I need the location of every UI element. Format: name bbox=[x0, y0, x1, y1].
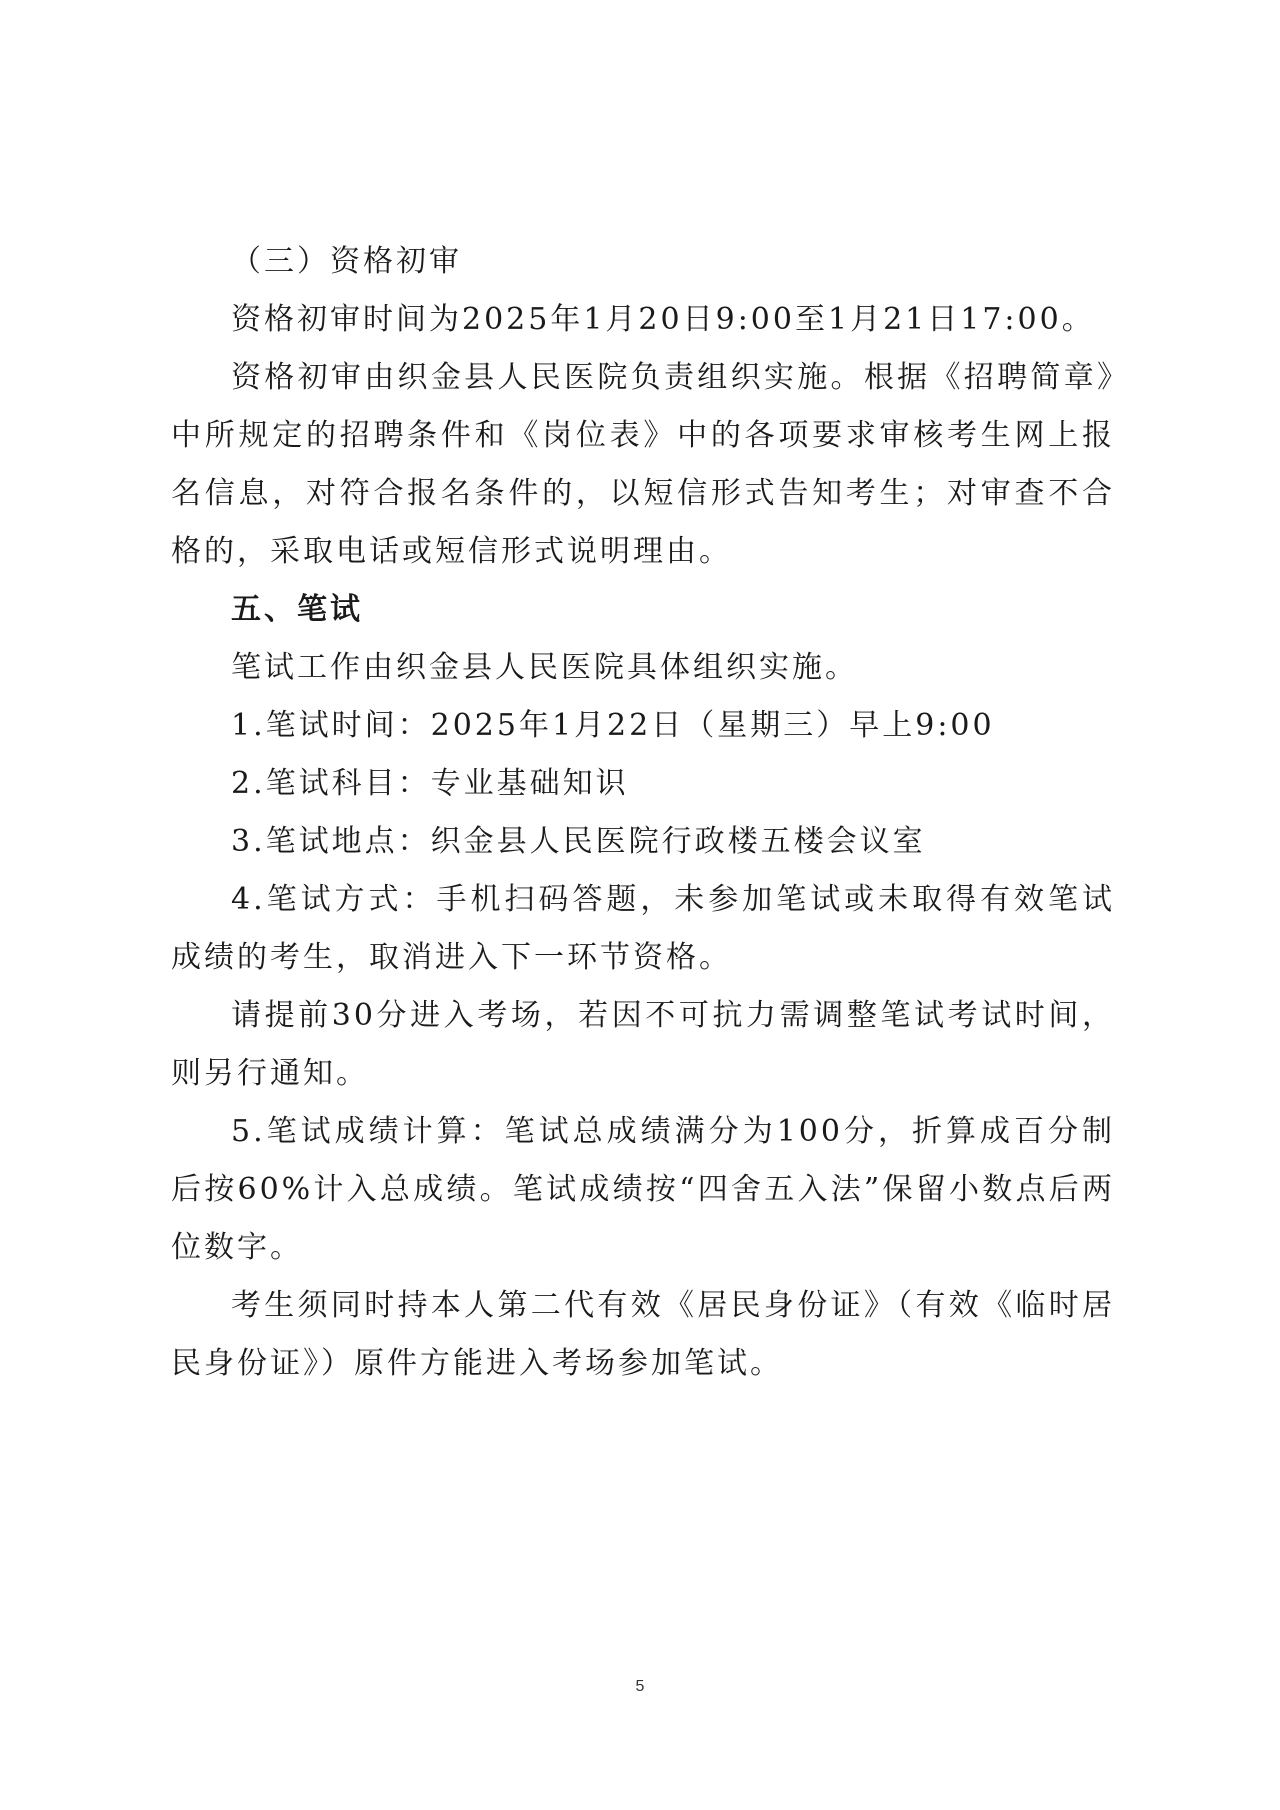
paragraph-score-calculation: 5.笔试成绩计算：笔试总成绩满分为100分，折算成百分制后按60%计入总成绩。笔试成绩按“四舍五入法”保留小数点后两位数字。 bbox=[171, 1114, 1115, 1265]
paragraph-exam-subject: 2.笔试科目：专业基础知识 bbox=[231, 766, 629, 801]
section-heading-written-exam: 五、笔试 bbox=[231, 592, 363, 627]
paragraph-exam-organizer: 笔试工作由织金县人民医院具体组织实施。 bbox=[231, 650, 858, 685]
paragraph-review-process: 资格初审由织金县人民医院负责组织实施。根据《招聘简章》中所规定的招聘条件和《岗位表》中的各项要求审核考生网上报名信息，对符合报名条件的，以短信形式告知考生；对审查不合格的，采取电话或短信形式说明理由。 bbox=[171, 360, 1115, 569]
paragraph-review-time: 资格初审时间为2025年1月20日9:00至1月21日17:00。 bbox=[231, 302, 1095, 337]
paragraph-id-requirement: 考生须同时持本人第二代有效《居民身份证》（有效《临时居民身份证》）原件方能进入考场参加笔试。 bbox=[171, 1288, 1115, 1381]
paragraph-exam-location: 3.笔试地点：织金县人民医院行政楼五楼会议室 bbox=[231, 824, 926, 859]
page-number: 5 bbox=[635, 1678, 645, 1695]
paragraph-exam-time: 1.笔试时间：2025年1月22日（星期三）早上9:00 bbox=[231, 708, 995, 743]
document-body bbox=[171, 233, 1115, 1393]
paragraph-exam-method: 4.笔试方式：手机扫码答题，未参加笔试或未取得有效笔试成绩的考生，取消进入下一环节资格。 bbox=[171, 882, 1115, 975]
paragraph-arrival-notice: 请提前30分进入考场，若因不可抗力需调整笔试考试时间，则另行通知。 bbox=[171, 998, 1115, 1091]
subsection-heading-qualification-review: （三）资格初审 bbox=[231, 244, 462, 279]
